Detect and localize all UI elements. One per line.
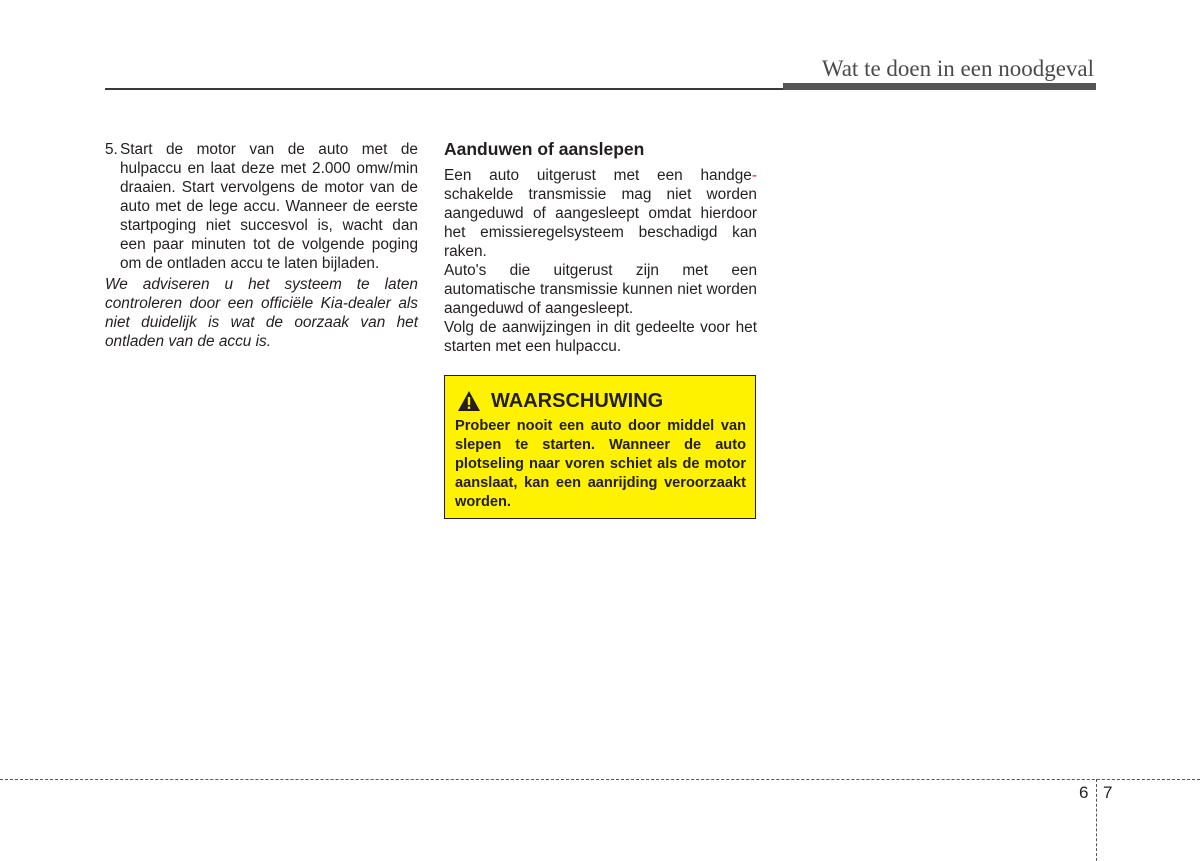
page-number: 7 [1103, 783, 1113, 802]
footer-dashed-rule [0, 779, 1200, 780]
section-title: Aanduwen of aanslepen [444, 139, 645, 159]
warning-text: Probeer nooit een auto door middel van slepen te starten. Wanneer de auto plotseling naar voren schiet als de motor aanslaat, kan een aanrijding veroorzaakt worden. [455, 418, 746, 510]
italic-note: We adviseren u het systeem te laten controleren door een officiële Kia-dealer als niet duidelijk is wat de oorzaak van het ontladen van de accu is. [105, 276, 418, 350]
chapter-number: 6 [1079, 783, 1089, 802]
paragraph-1-start: Een auto uitgerust met een handge [444, 167, 752, 184]
paragraph-manual-transmission [444, 166, 757, 261]
middle-column [444, 139, 757, 356]
page-header-title: Wat te doen in een noodgeval [821, 56, 1094, 81]
paragraph-instructions: Volg de aanwijzingen in dit gedeelte voor het starten met een hulpaccu. [444, 319, 757, 355]
step-text: Start de motor van de auto met de hulpaccu en laat deze met 2.000 omw/min draaien. Start vervolgens de motor van de auto met de lege accu. Wanneer de eerste startpoging niet succesvol is, wacht dan een paar minuten tot de volgende poging om de ontladen accu te laten bijladen. [120, 141, 418, 272]
step-number: 5. [105, 141, 118, 158]
header-rule-thin [105, 88, 785, 90]
step-item [105, 140, 418, 273]
warning-title: WAARSCHUWING [491, 390, 664, 412]
paragraph-automatic-transmission: Auto's die uitgerust zijn met een automatische transmissie kunnen niet worden aangeduwd of aangesleept. [444, 262, 757, 317]
header-rule-thick [783, 83, 1096, 90]
left-column [105, 140, 418, 351]
paragraph-1-end: schakelde transmissie mag niet worden aangeduwd of aangesleept omdat hierdoor het emissieregelsysteem beschadigd kan raken. [444, 186, 757, 260]
hyphen-mark: - [751, 167, 757, 184]
warning-box [444, 375, 756, 519]
warning-triangle-icon [457, 390, 481, 412]
footer-dashed-divider [1096, 779, 1097, 861]
warning-header [457, 390, 663, 412]
